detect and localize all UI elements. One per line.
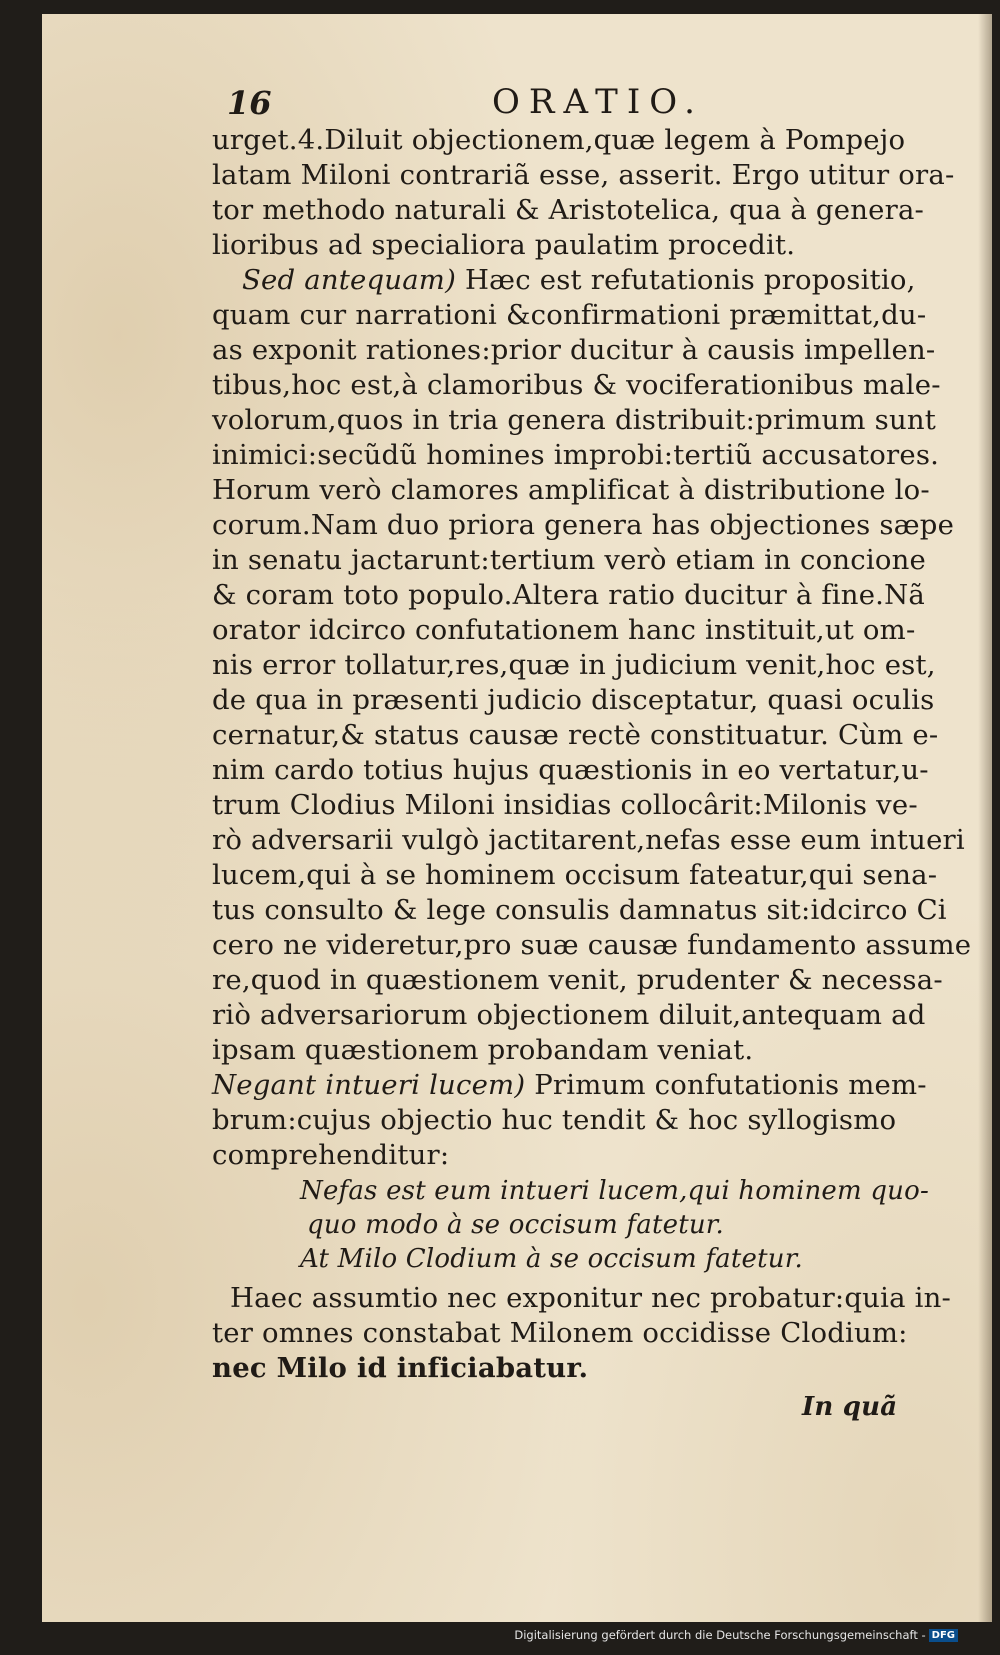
lemma-negant: Negant intueri lucem) bbox=[212, 1069, 526, 1101]
text-line: brum:cujus objectio huc tendit & hoc syllogismo bbox=[212, 1104, 897, 1136]
text-line: nim cardo totius hujus quæstionis in eo vertatur,u- bbox=[212, 754, 929, 786]
text-line: tus consulto & lege consulis damnatus sit:idcirco Ci bbox=[212, 894, 947, 926]
text-line: Haec assumtio nec exponitur nec probatur:quia in- bbox=[230, 1282, 952, 1314]
lemma-continuation: Hæc est refutationis propositio, bbox=[464, 264, 916, 296]
text-line: corum.Nam duo priora genera has objectiones sæpe bbox=[212, 509, 955, 541]
text-line bbox=[212, 1069, 927, 1101]
syllogism-line: Nefas est eum intueri lucem,qui hominem quo- bbox=[300, 1176, 929, 1206]
text-line: cero ne videretur,pro suæ causæ fundamento assume bbox=[212, 929, 972, 961]
text-line: lucem,qui à se hominem occisum fateatur,qui sena- bbox=[212, 859, 938, 891]
text-line: ter omnes constabat Milonem occidisse Clodium: bbox=[212, 1317, 908, 1349]
text-line: Horum verò clamores amplificat à distributione lo- bbox=[212, 474, 930, 506]
text-line: nec Milo id inficiabatur. bbox=[212, 1352, 589, 1384]
text-line: in senatu jactarunt:tertium verò etiam in concione bbox=[212, 544, 926, 576]
book-page bbox=[42, 14, 992, 1622]
lemma-continuation: Primum confutationis mem- bbox=[534, 1069, 927, 1101]
text-line: cernatur,& status causæ rectè constituatur. Cùm e- bbox=[212, 719, 939, 751]
dfg-logo: DFG bbox=[929, 1629, 958, 1642]
text-line: as exponit rationes:prior ducitur à causis impellen- bbox=[212, 334, 936, 366]
text-line: lioribus ad specialiora paulatim procedit. bbox=[212, 229, 796, 261]
page-number: 16 bbox=[227, 84, 272, 122]
text-line: orator idcirco confutationem hanc instituit,ut om- bbox=[212, 614, 916, 646]
text-line: riò adversariorum objectionem diluit,antequam ad bbox=[212, 999, 926, 1031]
footer-text: Digitalisierung gefördert durch die Deutsche Forschungsgemeinschaft - bbox=[514, 1628, 926, 1642]
text-line: comprehenditur: bbox=[212, 1139, 450, 1171]
running-title: ORATIO. bbox=[492, 82, 704, 122]
text-line: volorum,quos in tria genera distribuit:primum sunt bbox=[212, 404, 937, 436]
text-line: tibus,hoc est,à clamoribus & vociferationibus male- bbox=[212, 369, 941, 401]
text-line bbox=[242, 264, 916, 296]
text-line: de qua in præsenti judicio disceptatur, quasi oculis bbox=[212, 684, 935, 716]
text-line: re,quod in quæstionem venit, prudenter & necessa- bbox=[212, 964, 943, 996]
text-line: tor methodo naturali & Aristotelica, qua à genera- bbox=[212, 194, 925, 226]
digitization-footer bbox=[514, 1628, 958, 1642]
text-line: latam Miloni contrariã esse, asserit. Ergo utitur ora- bbox=[212, 159, 955, 191]
lemma-sed-antequam: Sed antequam) bbox=[242, 264, 457, 296]
text-line: quam cur narrationi &confirmationi præmittat,du- bbox=[212, 299, 927, 331]
syllogism-line: quo modo à se occisum fatetur. bbox=[307, 1210, 725, 1240]
syllogism-line: At Milo Clodium à se occisum fatetur. bbox=[300, 1244, 803, 1274]
page-text bbox=[42, 14, 992, 1622]
text-line: rò adversarii vulgò jactitarent,nefas esse eum intueri bbox=[212, 824, 965, 856]
catchword: In quã bbox=[802, 1392, 898, 1422]
text-line: ipsam quæstionem probandam veniat. bbox=[212, 1034, 754, 1066]
text-line: trum Clodius Miloni insidias collocârit:Milonis ve- bbox=[212, 789, 918, 821]
text-line: & coram toto populo.Altera ratio ducitur à fine.Nã bbox=[212, 579, 925, 611]
text-line: nis error tollatur,res,quæ in judicium venit,hoc est, bbox=[212, 649, 936, 681]
text-line: inimici:secũdũ homines improbi:tertiũ accusatores. bbox=[212, 439, 940, 471]
text-line: urget.4.Diluit objectionem,quæ legem à Pompejo bbox=[212, 124, 906, 156]
